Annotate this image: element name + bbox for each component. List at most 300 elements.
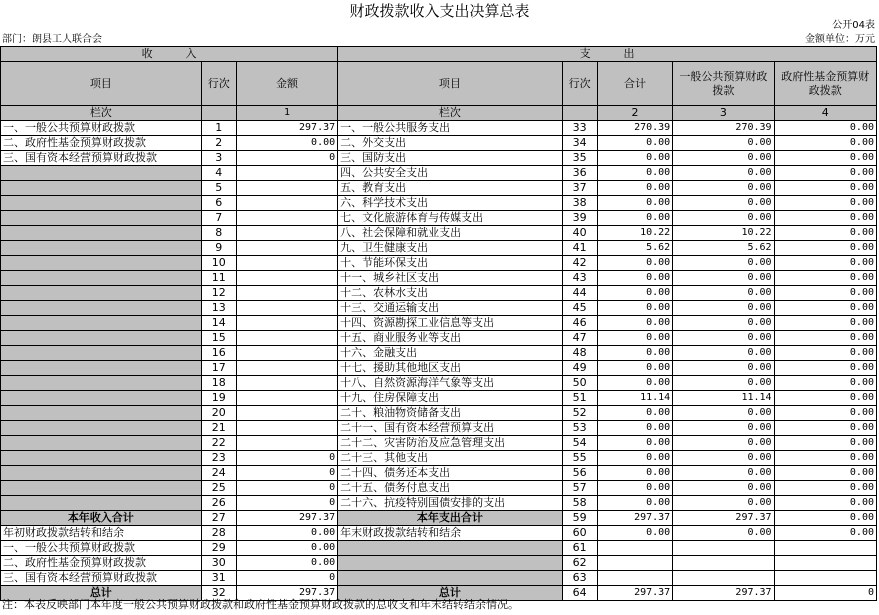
right-seq: 38 <box>562 196 597 211</box>
left-amount <box>236 301 337 316</box>
right-general: 0.00 <box>673 301 774 316</box>
income-total-label: 本年收入合计 <box>1 511 202 526</box>
left-amount <box>236 241 337 256</box>
right-general: 0.00 <box>673 271 774 286</box>
right-total: 10.22 <box>597 226 672 241</box>
right-item: 七、文化旅游体育与传媒支出 <box>338 211 562 226</box>
left-amount <box>236 226 337 241</box>
right-general: 5.62 <box>673 241 774 256</box>
left-item <box>1 451 202 466</box>
right-general: 10.22 <box>673 226 774 241</box>
expense-fund-amount: 0.00 <box>774 511 876 526</box>
col-label-right: 栏次 <box>338 106 562 121</box>
income-item-header: 项目 <box>1 62 202 106</box>
left-item <box>1 286 202 301</box>
right-seq: 58 <box>562 496 597 511</box>
right-item: 二十二、灾害防治及应急管理支出 <box>338 436 562 451</box>
right-total: 0.00 <box>597 256 672 271</box>
table-row <box>1 421 877 436</box>
left-item <box>1 391 202 406</box>
right-total: 0.00 <box>597 136 672 151</box>
right-item: 二十三、其他支出 <box>338 451 562 466</box>
carry-in-state-label: 三、国有资本经营预算财政拨款 <box>1 571 202 586</box>
right-total: 0.00 <box>597 361 672 376</box>
right-item: 十五、商业服务业等支出 <box>338 331 562 346</box>
left-seq: 13 <box>201 301 236 316</box>
income-amount-header: 金额 <box>236 62 337 106</box>
table-row <box>1 136 877 151</box>
right-item: 八、社会保障和就业支出 <box>338 226 562 241</box>
right-fund: 0.00 <box>774 361 876 376</box>
right-item: 六、科学技术支出 <box>338 196 562 211</box>
right-general: 0.00 <box>673 466 774 481</box>
table-row <box>1 376 877 391</box>
right-fund: 0.00 <box>774 301 876 316</box>
table-row <box>1 256 877 271</box>
grand-total-amount: 297.37 <box>236 586 337 601</box>
right-total: 0.00 <box>597 496 672 511</box>
col-blank <box>201 106 236 121</box>
right-total: 0.00 <box>597 151 672 166</box>
table-row <box>1 466 877 481</box>
right-general: 0.00 <box>673 481 774 496</box>
left-amount: 0 <box>236 151 337 166</box>
left-item <box>1 436 202 451</box>
right-total: 0.00 <box>597 301 672 316</box>
right-seq: 48 <box>562 346 597 361</box>
right-item: 九、卫生健康支出 <box>338 241 562 256</box>
table-code: 公开04表 <box>832 20 875 31</box>
carry-in-general-label: 一、一般公共预算财政拨款 <box>1 541 202 556</box>
left-amount <box>236 406 337 421</box>
table-row <box>1 226 877 241</box>
left-item <box>1 271 202 286</box>
right-total: 0.00 <box>597 331 672 346</box>
right-item: 二十六、抗疫特别国债安排的支出 <box>338 496 562 511</box>
table-row <box>1 331 877 346</box>
left-item <box>1 316 202 331</box>
left-item <box>1 421 202 436</box>
carry-in-state-amount: 0 <box>236 571 337 586</box>
right-total: 0.00 <box>597 376 672 391</box>
right-fund: 0.00 <box>774 466 876 481</box>
col-label-left: 栏次 <box>1 106 202 121</box>
table-row <box>1 496 877 511</box>
left-item <box>1 256 202 271</box>
left-amount <box>236 331 337 346</box>
row-seq: 31 <box>201 571 236 586</box>
row-seq: 61 <box>562 541 597 556</box>
right-total: 0.00 <box>597 286 672 301</box>
right-fund: 0.00 <box>774 481 876 496</box>
right-general: 0.00 <box>673 181 774 196</box>
income-header: 收 入 <box>1 47 338 62</box>
right-seq: 56 <box>562 466 597 481</box>
right-item: 二十四、债务还本支出 <box>338 466 562 481</box>
col-num-1: 1 <box>236 106 337 121</box>
empty-cell <box>673 571 774 586</box>
right-fund: 0.00 <box>774 451 876 466</box>
right-seq: 35 <box>562 151 597 166</box>
left-item <box>1 241 202 256</box>
carry-out-fund: 0.00 <box>774 526 876 541</box>
right-item: 十八、自然资源海洋气象等支出 <box>338 376 562 391</box>
right-total: 0.00 <box>597 196 672 211</box>
right-fund: 0.00 <box>774 406 876 421</box>
right-seq: 53 <box>562 421 597 436</box>
carry-out-general: 0.00 <box>673 526 774 541</box>
left-amount <box>236 376 337 391</box>
right-item: 三、国防支出 <box>338 151 562 166</box>
table-row <box>1 301 877 316</box>
table-row <box>1 436 877 451</box>
row-seq: 29 <box>201 541 236 556</box>
col-num-4: 4 <box>774 106 876 121</box>
empty-cell <box>338 556 562 571</box>
left-item <box>1 481 202 496</box>
right-fund: 0.00 <box>774 436 876 451</box>
left-seq: 24 <box>201 466 236 481</box>
row-seq: 28 <box>201 526 236 541</box>
left-item <box>1 331 202 346</box>
right-total: 0.00 <box>597 316 672 331</box>
right-seq: 51 <box>562 391 597 406</box>
right-item: 二、外交支出 <box>338 136 562 151</box>
right-fund: 0.00 <box>774 496 876 511</box>
col-num-3: 3 <box>673 106 774 121</box>
left-seq: 7 <box>201 211 236 226</box>
right-general: 0.00 <box>673 166 774 181</box>
department-label: 部门：朗县工人联合会 <box>2 34 102 45</box>
right-seq: 43 <box>562 271 597 286</box>
left-seq: 22 <box>201 436 236 451</box>
left-item <box>1 496 202 511</box>
left-seq: 23 <box>201 451 236 466</box>
expense-total-label: 本年支出合计 <box>338 511 562 526</box>
left-item <box>1 301 202 316</box>
left-seq: 26 <box>201 496 236 511</box>
right-fund: 0.00 <box>774 421 876 436</box>
right-fund: 0.00 <box>774 121 876 136</box>
left-seq: 11 <box>201 271 236 286</box>
table-row <box>1 181 877 196</box>
table-row <box>1 481 877 496</box>
left-seq: 19 <box>201 391 236 406</box>
left-amount: 297.37 <box>236 121 337 136</box>
left-item <box>1 406 202 421</box>
left-item <box>1 166 202 181</box>
table-row <box>1 451 877 466</box>
left-amount <box>236 436 337 451</box>
right-item: 十七、援助其他地区支出 <box>338 361 562 376</box>
expense-item-header: 项目 <box>338 62 562 106</box>
right-item: 十、节能环保支出 <box>338 256 562 271</box>
row-seq: 62 <box>562 556 597 571</box>
right-item: 二十、粮油物资储备支出 <box>338 406 562 421</box>
left-item <box>1 361 202 376</box>
right-seq: 36 <box>562 166 597 181</box>
left-amount: 0 <box>236 481 337 496</box>
left-amount <box>236 346 337 361</box>
col-num-2: 2 <box>597 106 672 121</box>
left-item <box>1 376 202 391</box>
table-row <box>1 151 877 166</box>
grand-fund-right: 0 <box>774 586 876 601</box>
empty-cell <box>597 541 672 556</box>
right-seq: 50 <box>562 376 597 391</box>
left-seq: 20 <box>201 406 236 421</box>
grand-total-label: 总计 <box>1 586 202 601</box>
right-item: 十二、农林水支出 <box>338 286 562 301</box>
row-seq: 63 <box>562 571 597 586</box>
carry-out-label: 年末财政拨款结转和结余 <box>338 526 562 541</box>
right-item: 二十五、债务付息支出 <box>338 481 562 496</box>
right-fund: 0.00 <box>774 226 876 241</box>
right-total: 0.00 <box>597 211 672 226</box>
left-amount <box>236 391 337 406</box>
row-seq: 60 <box>562 526 597 541</box>
table-row <box>1 211 877 226</box>
left-item <box>1 211 202 226</box>
right-total: 5.62 <box>597 241 672 256</box>
empty-cell <box>597 556 672 571</box>
right-general: 0.00 <box>673 286 774 301</box>
left-amount <box>236 361 337 376</box>
table-row <box>1 286 877 301</box>
right-item: 十一、城乡社区支出 <box>338 271 562 286</box>
empty-cell <box>673 556 774 571</box>
right-general: 270.39 <box>673 121 774 136</box>
table-row <box>1 166 877 181</box>
empty-cell <box>774 571 876 586</box>
left-item: 三、国有资本经营预算财政拨款 <box>1 151 202 166</box>
left-seq: 4 <box>201 166 236 181</box>
carry-out-total: 0.00 <box>597 526 672 541</box>
right-general: 0.00 <box>673 331 774 346</box>
carry-in-general-amount: 0.00 <box>236 541 337 556</box>
right-general: 0.00 <box>673 361 774 376</box>
right-total: 0.00 <box>597 436 672 451</box>
left-seq: 17 <box>201 361 236 376</box>
right-seq: 33 <box>562 121 597 136</box>
left-seq: 9 <box>201 241 236 256</box>
grand-total-label-right: 总计 <box>338 586 562 601</box>
right-seq: 55 <box>562 451 597 466</box>
empty-cell <box>338 541 562 556</box>
right-seq: 44 <box>562 286 597 301</box>
left-seq: 16 <box>201 346 236 361</box>
right-seq: 34 <box>562 136 597 151</box>
row-seq: 64 <box>562 586 597 601</box>
left-seq: 21 <box>201 421 236 436</box>
right-seq: 40 <box>562 226 597 241</box>
right-total: 11.14 <box>597 391 672 406</box>
right-general: 0.00 <box>673 136 774 151</box>
unit-label: 金额单位：万元 <box>805 34 875 45</box>
right-item: 十三、交通运输支出 <box>338 301 562 316</box>
right-fund: 0.00 <box>774 196 876 211</box>
right-fund: 0.00 <box>774 211 876 226</box>
right-seq: 54 <box>562 436 597 451</box>
expense-total-header: 合计 <box>597 62 672 106</box>
left-seq: 15 <box>201 331 236 346</box>
table-row <box>1 121 877 136</box>
empty-cell <box>673 541 774 556</box>
left-item <box>1 346 202 361</box>
table-row <box>1 391 877 406</box>
table-row <box>1 406 877 421</box>
right-seq: 57 <box>562 481 597 496</box>
right-total: 0.00 <box>597 451 672 466</box>
right-fund: 0.00 <box>774 331 876 346</box>
right-item: 十六、金融支出 <box>338 346 562 361</box>
left-seq: 6 <box>201 196 236 211</box>
right-total: 270.39 <box>597 121 672 136</box>
grand-general-right: 297.37 <box>673 586 774 601</box>
right-fund: 0.00 <box>774 256 876 271</box>
col-blank <box>562 106 597 121</box>
expense-total-amount: 297.37 <box>597 511 672 526</box>
grand-total-right: 297.37 <box>597 586 672 601</box>
left-seq: 1 <box>201 121 236 136</box>
left-seq: 12 <box>201 286 236 301</box>
right-seq: 37 <box>562 181 597 196</box>
left-seq: 5 <box>201 181 236 196</box>
left-item <box>1 466 202 481</box>
left-seq: 14 <box>201 316 236 331</box>
right-fund: 0.00 <box>774 151 876 166</box>
right-total: 0.00 <box>597 421 672 436</box>
expense-general-header: 一般公共预算财政拨款 <box>673 62 774 106</box>
left-seq: 10 <box>201 256 236 271</box>
left-item <box>1 226 202 241</box>
right-item: 一、一般公共服务支出 <box>338 121 562 136</box>
row-seq: 32 <box>201 586 236 601</box>
right-seq: 47 <box>562 331 597 346</box>
row-seq: 59 <box>562 511 597 526</box>
report-title: 财政拨款收入支出决算总表 <box>349 2 530 20</box>
left-amount <box>236 421 337 436</box>
right-seq: 49 <box>562 361 597 376</box>
empty-cell <box>774 556 876 571</box>
left-item <box>1 181 202 196</box>
right-seq: 46 <box>562 316 597 331</box>
right-total: 0.00 <box>597 271 672 286</box>
right-total: 0.00 <box>597 166 672 181</box>
left-amount <box>236 196 337 211</box>
left-amount: 0 <box>236 496 337 511</box>
right-general: 0.00 <box>673 436 774 451</box>
right-total: 0.00 <box>597 346 672 361</box>
left-seq: 8 <box>201 226 236 241</box>
footnote: 注：本表反映部门本年度一般公共预算财政拨款和政府性基金预算财政拨款的总收支和年末结转结余情况。 <box>2 598 519 611</box>
right-total: 0.00 <box>597 466 672 481</box>
right-general: 0.00 <box>673 376 774 391</box>
table-row <box>1 316 877 331</box>
income-total-amount: 297.37 <box>236 511 337 526</box>
right-item: 十四、资源勘探工业信息等支出 <box>338 316 562 331</box>
right-general: 0.00 <box>673 406 774 421</box>
right-fund: 0.00 <box>774 286 876 301</box>
right-general: 0.00 <box>673 211 774 226</box>
right-general: 0.00 <box>673 151 774 166</box>
right-seq: 52 <box>562 406 597 421</box>
carry-in-amount: 0.00 <box>236 526 337 541</box>
right-fund: 0.00 <box>774 376 876 391</box>
empty-cell <box>338 571 562 586</box>
right-total: 0.00 <box>597 406 672 421</box>
right-general: 0.00 <box>673 256 774 271</box>
left-amount: 0 <box>236 451 337 466</box>
right-general: 11.14 <box>673 391 774 406</box>
table-row <box>1 241 877 256</box>
right-seq: 42 <box>562 256 597 271</box>
left-amount: 0 <box>236 466 337 481</box>
carry-in-label: 年初财政拨款结转和结余 <box>1 526 202 541</box>
right-general: 0.00 <box>673 346 774 361</box>
left-amount <box>236 316 337 331</box>
row-seq: 27 <box>201 511 236 526</box>
left-amount <box>236 181 337 196</box>
right-general: 0.00 <box>673 196 774 211</box>
table-row <box>1 346 877 361</box>
left-seq: 3 <box>201 151 236 166</box>
right-general: 0.00 <box>673 496 774 511</box>
left-item: 一、一般公共预算财政拨款 <box>1 121 202 136</box>
empty-cell <box>597 571 672 586</box>
table-row <box>1 271 877 286</box>
right-item: 五、教育支出 <box>338 181 562 196</box>
right-item: 二十一、国有资本经营预算支出 <box>338 421 562 436</box>
right-item: 十九、住房保障支出 <box>338 391 562 406</box>
left-amount <box>236 211 337 226</box>
right-seq: 39 <box>562 211 597 226</box>
budget-table <box>0 46 877 601</box>
left-amount <box>236 271 337 286</box>
right-fund: 0.00 <box>774 271 876 286</box>
right-item: 四、公共安全支出 <box>338 166 562 181</box>
right-total: 0.00 <box>597 181 672 196</box>
right-fund: 0.00 <box>774 316 876 331</box>
right-seq: 45 <box>562 301 597 316</box>
right-total: 0.00 <box>597 481 672 496</box>
right-fund: 0.00 <box>774 391 876 406</box>
left-amount <box>236 166 337 181</box>
expense-general-amount: 297.37 <box>673 511 774 526</box>
carry-in-fund-label: 二、政府性基金预算财政拨款 <box>1 556 202 571</box>
right-fund: 0.00 <box>774 181 876 196</box>
row-seq: 30 <box>201 556 236 571</box>
left-amount <box>236 256 337 271</box>
expense-seq-header: 行次 <box>562 62 597 106</box>
right-general: 0.00 <box>673 421 774 436</box>
left-amount <box>236 286 337 301</box>
right-fund: 0.00 <box>774 241 876 256</box>
left-seq: 25 <box>201 481 236 496</box>
table-row <box>1 361 877 376</box>
right-general: 0.00 <box>673 316 774 331</box>
left-seq: 2 <box>201 136 236 151</box>
left-amount: 0.00 <box>236 136 337 151</box>
expense-fund-header: 政府性基金预算财政拨款 <box>774 62 876 106</box>
right-seq: 41 <box>562 241 597 256</box>
expense-header: 支 出 <box>338 47 877 62</box>
table-row <box>1 196 877 211</box>
income-seq-header: 行次 <box>201 62 236 106</box>
right-fund: 0.00 <box>774 136 876 151</box>
carry-in-fund-amount: 0.00 <box>236 556 337 571</box>
left-item <box>1 196 202 211</box>
